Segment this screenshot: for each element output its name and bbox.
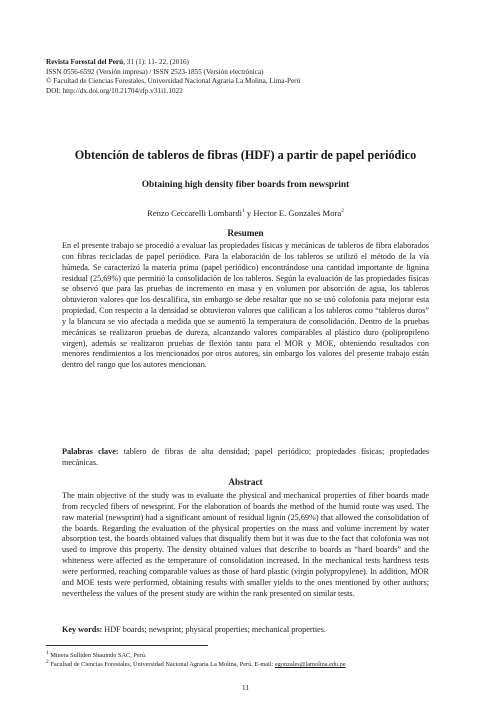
journal-header [46,58,446,96]
palabras-clave-label: Palabras clave: [62,447,119,456]
footnote-2 [46,660,446,669]
author-1: Renzo Ceccarelli Lombardi [147,208,243,218]
journal-name: Revista Forestal del Perú [46,58,124,66]
footnote-2-text: Facultad de Ciencias Forestales, Universidad Nacional Agraria La Molina, Perú. E-mail: [48,661,275,668]
article-title: Obtención de tableros de fibras (HDF) a partir de papel periódico [74,148,417,162]
journal-volume-pages: , 31 (1): 11- 22, (2016) [123,58,189,66]
abstract-body: The main objective of the study was to evaluate the physical and mechanical properties of fiber boards made from recycled fibers of newsprint. For the elaboration of boards the method of the humid route was used. The raw material (newsprint) had a significant amount of residual lignin (25,69%) that allowed the consolidation of the boards. Regarding the evaluation of the physical properties on the mass and volume increment by water absorption test, the boards obtained values that disqualify them but it was due to the fact that colofonia was not used to improve this property. The density obtained values that describe to boards as “hard boards” and the whiteness were affected as the temperature of consolidation increased. In the mechanical tests hardness tests were performed, reaching comparable values as those of hard plastic (virgin polypropylene). In addition, MOR and MOE tests were performed, obtaining results with smaller yields to the ones mentioned by other authors; nevertheless the values of the present study are within the rank presented on similar tests. [62,491,429,598]
author-2-affiliation-mark: 2 [341,208,344,215]
key-words-list: HDF boards; newsprint; physical properties; mechanical properties. [102,625,326,634]
footnote-1-text: Minera Sulliden Shauindo SAC, Perú. [48,652,147,659]
doi-line: DOI: http://dx.doi.org/10.21704/rfp.v31i1.1022 [46,86,183,95]
footnote-1 [46,651,446,660]
article-subtitle: Obtaining high density fiber boards from newsprint [141,180,350,190]
abstract-heading: Abstract [228,477,263,487]
author-2: Hector E. Gonzales Mora [253,208,342,218]
palabras-clave [62,447,429,469]
page-number: 11 [241,683,250,692]
author-line [30,208,461,218]
author-1-affiliation-mark: 1 [242,208,245,215]
key-words [62,625,429,636]
key-words-label: Key words: [62,625,103,634]
footnote-1-mark: 1 [46,649,49,656]
copyright-line: © Facultad de Ciencias Forestales, Universidad Nacional Agraria La Molina, Lima-Perú [46,77,301,86]
journal-citation-line [46,58,446,68]
resumen-heading: Resumen [227,228,264,238]
author-connector: y [244,208,254,218]
palabras-clave-list: tablero de fibras de alta densidad; papel periódico; propiedades físicas; propiedades mecánicas. [62,447,429,467]
resumen-body: En el presente trabajo se procedió a evaluar las propiedades físicas y mecánicas de tableros de fibra elaborados con fibras recicladas de papel periódico. Para la elaboración de los tableros se utilizó el método de la vía húmeda. Se caracterizó la materia prima (papel periódico) encontrándose una cantidad importante de lignina residual (25,69%) que permitió la consolidación de los tableros. Según la evaluación de las propiedades físicas se observó que para las pruebas de incremento en masa y en volumen por absorción de agua, los tableros obtuvieron valores que los descalifica, sin embargo se debe resaltar que no se usó colofonia para mejorar esta propiedad. Con respecto a la densidad se obtuvieron valores que califican a los tableros como “tableros duros” y la blancura se vio afectada a medida que se aumentó la temperatura de consolidación. Dentro de la pruebas mecánicas se realizaron pruebas de dureza, alcanzando valores comparables al plástico duro (polipropileno virgen), además se realizaron pruebas de flexión tanto para el MOR y MOE, obteniendo resultados con menores rendimientos a los mencionados por otros autores, sin embargo los valores del presente trabajo están dentro del rango que los autores mencionan. [62,241,429,370]
footnotes [46,651,446,669]
author-email-link[interactable]: egonzales@lamolina.edu.pe [274,661,346,668]
issn-line: ISSN 0556-6592 (Versión impresa) / ISSN 2523-1855 (Versión electrónica) [46,67,264,76]
footnote-divider [46,645,208,646]
footnote-2-mark: 2 [46,658,49,665]
